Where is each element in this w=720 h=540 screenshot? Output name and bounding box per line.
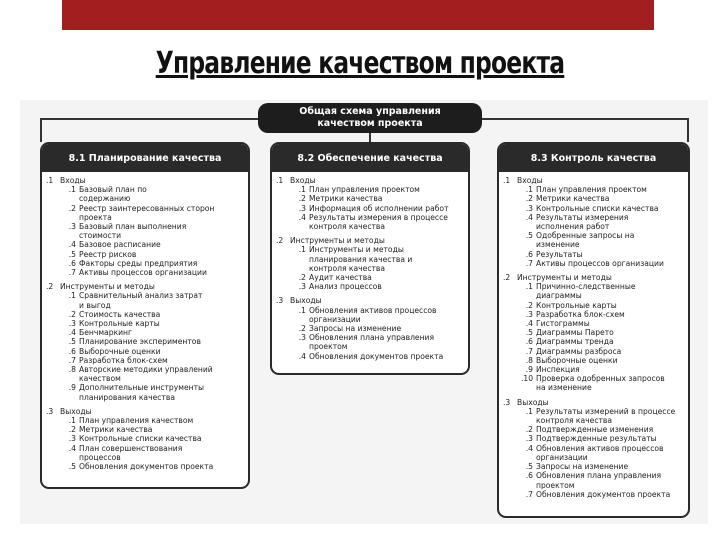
list-item [64,425,244,434]
section-title: Входы [60,176,86,185]
list-item [64,444,244,462]
item-text-line: на изменение [536,383,592,393]
item-text-line: стоимости [79,231,122,241]
item-text [536,250,583,259]
item-number: .7 [525,489,533,499]
section-title: Инструменты и методы [290,236,385,246]
item-text-line: Дополнительные инструменты [79,383,205,393]
item-text [79,268,207,277]
connector-hub-right [482,118,689,120]
section-items [521,407,684,499]
item-text-line: Разработка блок-схем [79,355,168,365]
item-text-line: Авторские методики управлений [79,365,213,375]
list-item [521,425,684,434]
item-text [536,194,609,203]
section-number: .3 [503,397,511,407]
section-heading [503,273,684,282]
list-item [64,356,244,365]
list-item [521,194,684,203]
item-text-line: Контрольные карты [79,319,160,329]
list-item [521,356,684,365]
item-text [79,328,132,337]
item-text-line: Результаты [536,249,583,259]
section-title: Инструменты и методы [60,282,155,292]
item-text-line: Реестр рисков [79,249,137,259]
item-text [536,347,621,356]
item-text-line: План управления проектом [309,185,420,195]
item-text-line: Аудит качества [309,273,372,283]
item-number: .9 [68,383,76,393]
item-text [536,204,659,213]
box-body [272,172,468,361]
item-text-line: Подтвержденные изменения [536,425,654,435]
section-items [294,185,464,231]
section-items [521,185,684,268]
item-text-line: Обновления активов процессов [309,305,437,315]
item-number: .5 [68,337,76,347]
section-number: .2 [46,282,54,292]
item-text [536,471,661,489]
item-text [536,319,590,328]
item-number: .1 [68,416,76,426]
list-item [294,245,464,273]
section-title: Инструменты и методы [517,273,612,283]
item-number: .1 [525,282,533,292]
item-text-line: организации [536,452,588,462]
item-text-line: Метрики качества [536,194,610,204]
list-item [521,319,684,328]
box-body [42,172,248,471]
item-number: .8 [68,365,76,375]
section-heading [276,176,464,185]
item-text-line: Запросы на изменение [536,462,629,472]
item-text-line: Гистограммы [536,319,590,329]
section-number: .1 [503,176,511,185]
item-text [536,462,628,471]
section-heading [46,282,244,291]
item-text-line: Результаты измерений в процессе [536,406,676,416]
list-item [521,282,684,300]
item-text-line: содержанию [79,194,131,204]
item-text [79,444,182,462]
item-number: .4 [525,212,533,222]
item-text [536,328,614,337]
item-text-line: процессов [79,452,121,462]
item-number: .10 [521,374,534,384]
list-item [521,213,684,231]
section-heading [276,296,464,305]
section-heading [503,398,684,407]
item-number: .4 [68,443,76,453]
list-item [294,213,464,231]
item-text-line: Обновления активов процессов [536,443,664,453]
item-text-line: и выгод [79,300,111,310]
list-item [521,490,684,499]
item-text [536,337,614,346]
section-number: .1 [276,176,284,185]
item-text [536,310,625,319]
item-text-line: Обновления документов проекта [79,462,214,472]
item-text [536,282,636,300]
section-title: Выходы [290,296,322,306]
list-item [294,282,464,291]
item-number: .5 [68,462,76,472]
section-number: .3 [46,406,54,416]
item-number: .3 [525,203,533,213]
list-item [64,347,244,356]
item-text [79,462,213,471]
connector-left-drop [40,118,42,142]
item-text [79,434,202,443]
section-number: .1 [46,176,54,185]
item-text [79,337,201,346]
item-number: .4 [298,212,306,222]
item-text [536,444,664,462]
list-item [521,347,684,356]
item-number: .3 [68,434,76,444]
list-item [294,352,464,361]
section-title: Выходы [517,397,549,407]
diagram-hub [258,103,482,133]
item-number: .1 [298,245,306,255]
item-text-line: Сравнительный анализ затрат [79,291,203,301]
item-text [79,356,168,365]
item-text-line: Активы процессов организации [536,258,664,268]
item-text-line: Базовый план выполнения [79,222,187,232]
list-item [521,231,684,249]
item-number: .6 [68,346,76,356]
item-number: .2 [68,309,76,319]
item-number: .6 [525,249,533,259]
item-text-line: Одобренные запросы на [536,231,635,241]
section-items [64,291,244,401]
item-text-line: контроля качества [309,263,386,273]
item-text-line: Выборочные оценки [536,355,618,365]
item-text [309,282,382,291]
item-text-line: Информация об исполнении работ [309,203,449,213]
list-item [64,310,244,319]
item-number: .2 [525,425,533,435]
item-text-line: исполнения работ [536,222,610,232]
list-item [64,434,244,443]
list-item [294,194,464,203]
list-item [521,407,684,425]
item-number: .5 [525,328,533,338]
hub-line-1: Общая схема управления [299,106,441,117]
section-heading [46,407,244,416]
item-text-line: Анализ процессов [309,282,382,292]
item-number: .2 [298,194,306,204]
item-text-line: Планирование экспериментов [79,337,201,347]
item-text [309,273,372,282]
item-text-line: Инструменты и методы [309,245,404,255]
section-number: .3 [276,296,284,306]
item-text-line: Бенчмаркинг [79,328,133,338]
item-text-line: План управления проектом [536,185,647,195]
list-item [64,250,244,259]
item-text-line: Обновления документов проекта [309,351,444,361]
section-items [294,306,464,361]
section-number: .2 [503,273,511,283]
item-number: .5 [525,231,533,241]
item-number: .3 [298,333,306,343]
item-text [536,301,617,310]
item-number: .6 [525,337,533,347]
item-number: .1 [525,406,533,416]
hub-line-2: качеством проекта [317,118,423,129]
item-text [536,365,580,374]
item-text-line: Диаграммы тренда [536,337,614,347]
item-text-line: Метрики качества [79,425,153,435]
item-text-line: контроля качества [536,416,613,426]
list-item [64,291,244,309]
item-text [79,250,136,259]
item-text-line: Диаграммы разброса [536,346,622,356]
slide-title: Управление качеством проекта [155,46,565,81]
item-text [309,213,448,231]
item-number: .2 [298,273,306,283]
item-text-line: Контрольные списки качества [79,434,202,444]
list-item [521,185,684,194]
item-text [309,324,401,333]
item-number: .5 [68,249,76,259]
section-items [64,416,244,471]
connector-hub-left [40,118,258,120]
section-items [294,245,464,291]
item-number: .5 [525,462,533,472]
item-number: .3 [298,282,306,292]
list-item [521,462,684,471]
list-item [521,250,684,259]
section-heading [503,176,684,185]
item-text [536,356,618,365]
item-number: .7 [525,346,533,356]
item-text-line: Базовое расписание [79,240,161,250]
section-title: Входы [517,176,543,185]
item-number: .4 [68,240,76,250]
item-text-line: качеством [79,374,121,384]
item-number: .1 [68,291,76,301]
item-number: .2 [68,203,76,213]
section-items [521,282,684,392]
item-text [309,194,382,203]
item-text-line: Обновления плана управления [309,333,435,343]
section-title: Выходы [60,406,92,416]
item-number: .2 [68,425,76,435]
item-text [79,425,152,434]
item-text [536,259,664,268]
section-heading [46,176,244,185]
item-text-line: Стоимость качества [79,309,161,319]
item-number: .4 [525,443,533,453]
item-text-line: Контрольные списки качества [536,203,659,213]
list-item [64,259,244,268]
item-text [79,416,193,425]
item-text-line: Метрики качества [309,194,383,204]
item-text-line: Инспекция [536,365,580,375]
list-item [521,444,684,462]
item-text-line: Обновления документов проекта [536,489,671,499]
box-quality-assurance [270,142,470,375]
list-item [521,259,684,268]
box-quality-planning [40,142,250,489]
item-text [536,490,670,499]
item-number: .9 [525,365,533,375]
item-text-line: Базовый план по [79,185,147,195]
item-number: .3 [68,222,76,232]
item-text-line: Выборочные оценки [79,346,161,356]
item-text [536,374,665,392]
list-item [294,204,464,213]
header-decor-bar [62,0,654,30]
item-number: .1 [298,185,306,195]
list-item [64,365,244,383]
section-heading [276,236,464,245]
item-text [79,204,214,222]
item-text-line: План совершенствования [79,443,183,453]
item-text-line: планирования качества и [309,254,413,264]
list-item [294,185,464,194]
item-text-line: проектом [536,480,575,490]
list-item [64,416,244,425]
item-text-line: Запросы на изменение [309,324,402,334]
item-number: .4 [68,328,76,338]
item-text [309,333,434,351]
item-text-line: Контрольные карты [536,300,617,310]
item-text [79,383,204,401]
item-text [309,245,412,273]
box-body [499,172,688,499]
item-text [79,310,160,319]
list-item [521,374,684,392]
item-number: .3 [525,309,533,319]
item-text-line: Результаты измерения в процессе [309,212,448,222]
item-number: .2 [525,300,533,310]
list-item [521,328,684,337]
item-text [309,204,449,213]
item-text [536,434,657,443]
item-number: .1 [298,305,306,315]
item-text [79,259,197,268]
item-text [79,222,186,240]
item-text [79,347,161,356]
item-number: .6 [68,258,76,268]
item-text-line: проекта [79,212,112,222]
list-item [64,383,244,401]
list-item [64,328,244,337]
item-text [309,185,420,194]
item-text [79,319,160,328]
item-text-line: Результаты измерения [536,212,629,222]
list-item [521,471,684,489]
list-item [64,185,244,203]
item-number: .2 [525,194,533,204]
item-text [536,185,647,194]
list-item [521,337,684,346]
item-text-line: Обновления плана управления [536,471,662,481]
item-text [536,425,653,434]
item-text [79,365,213,383]
item-number: .6 [525,471,533,481]
item-text-line: Активы процессов организации [79,268,207,278]
list-item [64,337,244,346]
list-item [294,324,464,333]
item-text-line: Диаграммы Парето [536,328,614,338]
item-text-line: проектом [309,342,348,352]
list-item [521,365,684,374]
box-header: 8.2 Обеспечение качества [272,144,468,172]
item-number: .7 [68,268,76,278]
box-quality-control [497,142,690,518]
item-text [536,407,675,425]
section-title: Входы [290,176,316,185]
item-number: .2 [298,324,306,334]
item-text [79,185,147,203]
item-text [536,231,634,249]
item-number: .3 [68,319,76,329]
list-item [294,273,464,282]
item-number: .7 [525,258,533,268]
item-number: .7 [68,355,76,365]
item-text-line: Причинно-следственные [536,282,636,292]
list-item [294,306,464,324]
item-text-line: диаграммы [536,291,582,301]
item-text [79,291,202,309]
item-text [79,240,161,249]
item-text-line: Разработка блок-схем [536,309,625,319]
item-text-line: Проверка одобренных запросов [536,374,665,384]
item-number: .1 [68,185,76,195]
section-items [64,185,244,277]
item-text-line: Реестр заинтересованных сторон [79,203,215,213]
list-item [521,301,684,310]
item-text-line: организации [309,314,361,324]
list-item [64,240,244,249]
list-item [294,333,464,351]
item-text-line: Подтвержденные результаты [536,434,657,444]
item-text [309,352,443,361]
list-item [521,310,684,319]
item-number: .3 [298,203,306,213]
item-text-line: изменение [536,240,580,250]
list-item [64,222,244,240]
section-number: .2 [276,236,284,246]
list-item [64,268,244,277]
connector-right-drop [687,118,689,142]
item-number: .1 [525,185,533,195]
list-item [64,462,244,471]
item-text [536,213,628,231]
item-number: .3 [525,434,533,444]
item-number: .4 [525,319,533,329]
item-number: .8 [525,355,533,365]
box-header: 8.3 Контроль качества [499,144,688,172]
list-item [64,319,244,328]
item-text-line: Факторы среды предприятия [79,258,198,268]
connector-center-drop [369,132,371,142]
item-number: .4 [298,351,306,361]
item-text [309,306,437,324]
item-text-line: План управления качеством [79,416,194,426]
item-text-line: контроля качества [309,222,386,232]
box-header: 8.1 Планирование качества [42,144,248,172]
item-text-line: планирования качества [79,392,175,402]
list-item [521,204,684,213]
list-item [64,204,244,222]
list-item [521,434,684,443]
